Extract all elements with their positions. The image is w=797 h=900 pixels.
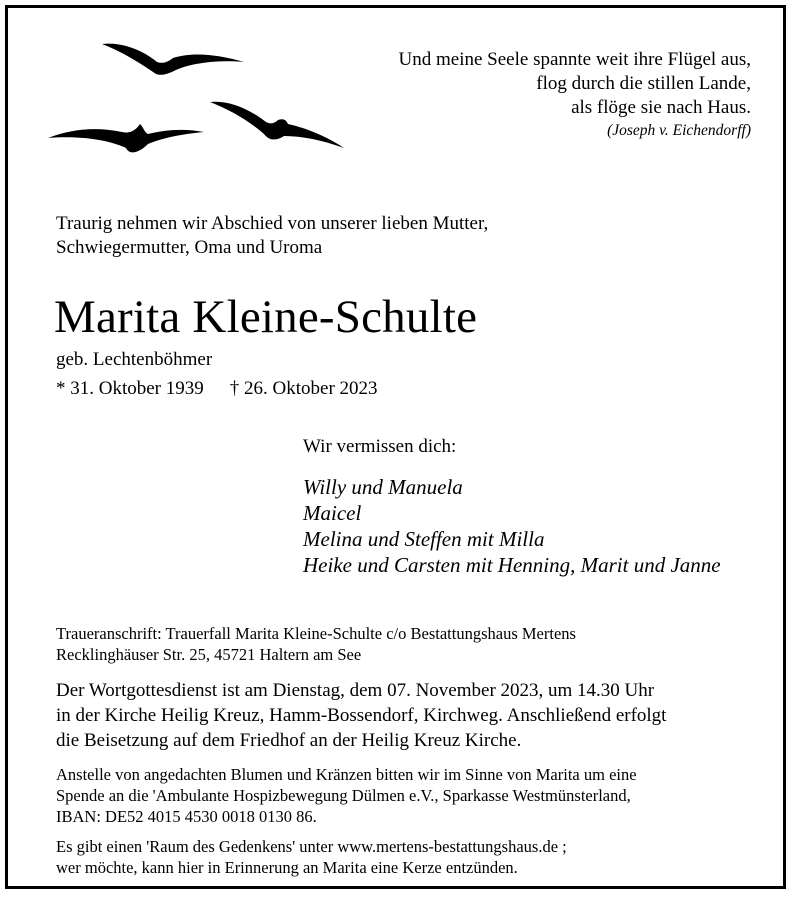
mourner-entry: Heike und Carsten mit Henning, Marit und Janne bbox=[303, 553, 721, 577]
poem bbox=[399, 48, 751, 142]
memorial-line: Es gibt einen 'Raum des Gedenkens' unter www.mertens-bestattungshaus.de ; bbox=[56, 837, 567, 856]
death-date: † 26. Oktober 2023 bbox=[229, 378, 378, 399]
intro-text bbox=[56, 212, 488, 260]
intro-line: Traurig nehmen wir Abschied von unserer lieben Mutter, bbox=[56, 213, 489, 234]
deceased-name: Marita Kleine-Schulte bbox=[54, 291, 478, 343]
service-line: in der Kirche Heilig Kreuz, Hamm-Bossendorf, Kirchweg. Anschließend erfolgt bbox=[56, 705, 667, 726]
donation-line: IBAN: DE52 4015 4530 0018 0130 86. bbox=[56, 807, 317, 826]
mourners-list bbox=[303, 474, 721, 578]
poem-line: flog durch die stillen Lande, bbox=[536, 73, 751, 94]
donation-info bbox=[56, 764, 637, 827]
flying-birds-icon bbox=[44, 38, 354, 163]
poem-line: als flöge sie nach Haus. bbox=[571, 97, 751, 118]
address-line: Traueranschrift: Trauerfall Marita Kleine-Schulte c/o Bestattungshaus Mertens bbox=[56, 624, 576, 643]
mourner-entry: Maicel bbox=[303, 501, 362, 525]
donation-line: Anstelle von angedachten Blumen und Kränzen bitten wir im Sinne von Marita um eine bbox=[56, 765, 637, 784]
mourner-entry: Melina und Steffen mit Milla bbox=[303, 527, 545, 551]
mourning-address bbox=[56, 623, 576, 665]
address-line: Recklinghäuser Str. 25, 45721 Haltern am See bbox=[56, 645, 362, 664]
mourner-entry: Willy und Manuela bbox=[303, 475, 463, 499]
life-dates bbox=[56, 377, 378, 401]
maiden-name: geb. Lechtenböhmer bbox=[56, 349, 213, 370]
service-info bbox=[56, 678, 666, 753]
poem-line: Und meine Seele spannte weit ihre Flügel aus, bbox=[398, 49, 751, 70]
memorial-info bbox=[56, 836, 567, 878]
service-line: Der Wortgottesdienst ist am Dienstag, dem 07. November 2023, um 14.30 Uhr bbox=[56, 680, 655, 701]
memorial-line: wer möchte, kann hier in Erinnerung an Marita eine Kerze entzünden. bbox=[56, 858, 518, 877]
service-line: die Beisetzung auf dem Friedhof an der Heilig Kreuz Kirche. bbox=[56, 730, 522, 751]
mourners-heading: Wir vermissen dich: bbox=[303, 436, 457, 457]
intro-line: Schwiegermutter, Oma und Uroma bbox=[56, 237, 323, 258]
bird-icon bbox=[102, 44, 244, 75]
obituary-notice bbox=[5, 5, 786, 889]
birth-date: * 31. Oktober 1939 bbox=[56, 378, 204, 399]
bird-icon bbox=[48, 124, 204, 152]
donation-line: Spende an die 'Ambulante Hospizbewegung Dülmen e.V., Sparkasse Westmünsterland, bbox=[56, 786, 631, 805]
bird-icon bbox=[210, 102, 344, 148]
poem-author: (Joseph v. Eichendorff) bbox=[607, 122, 751, 139]
